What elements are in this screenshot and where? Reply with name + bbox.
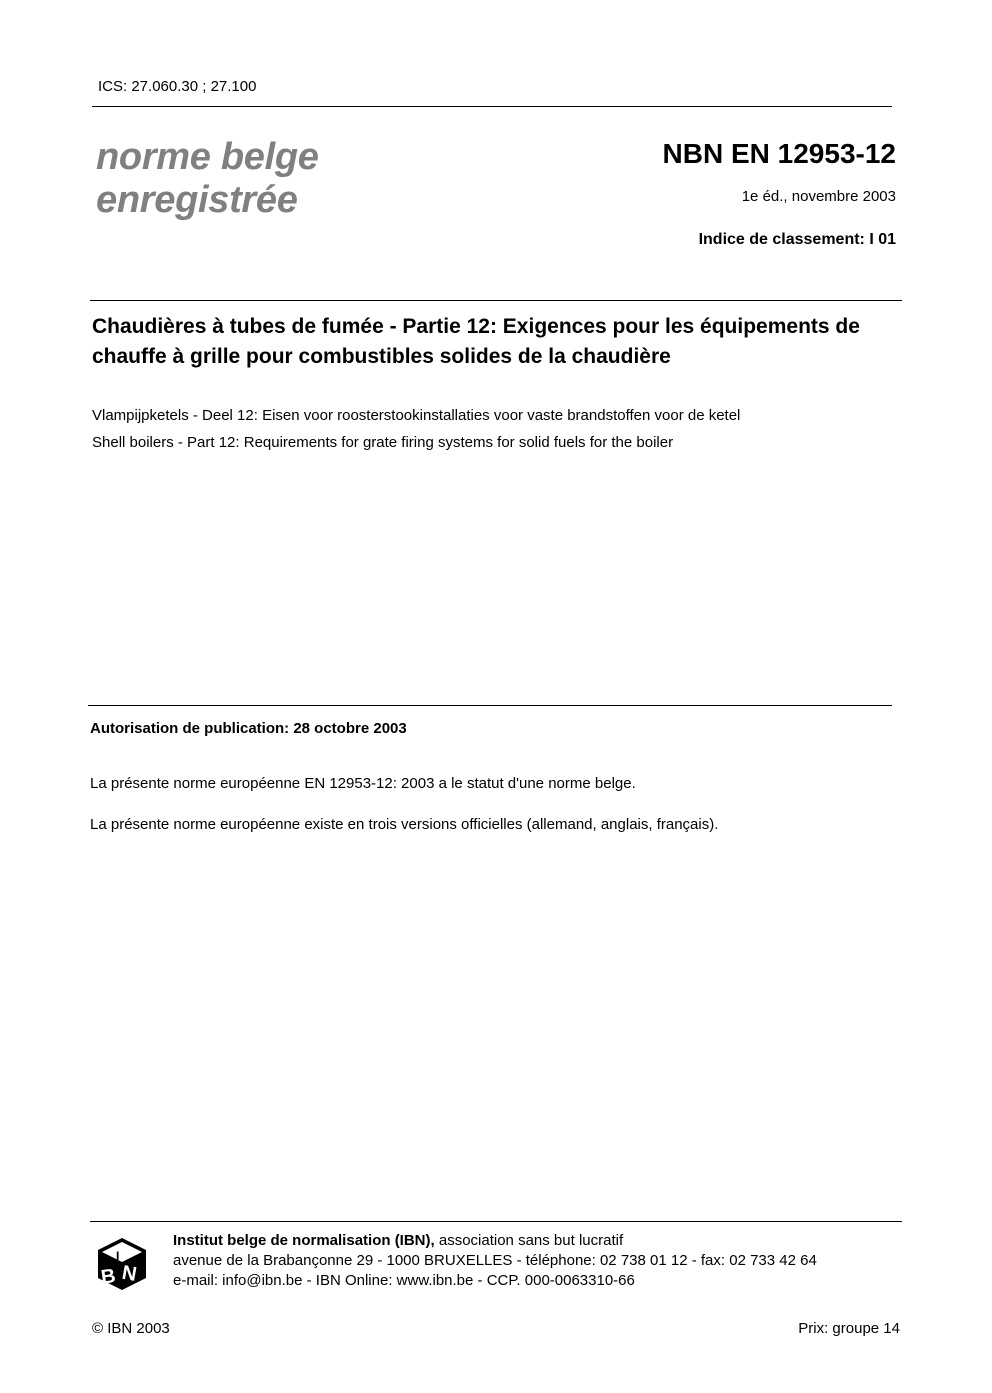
institute-address: avenue de la Brabançonne 29 - 1000 BRUXELLES - téléphone: 02 738 01 12 - fax: 02 733 42 64 xyxy=(173,1252,817,1269)
institute-contact: e-mail: info@ibn.be - IBN Online: www.ibn.be - CCP. 000-0063310-66 xyxy=(173,1272,635,1289)
title-dutch: Vlampijpketels - Deel 12: Eisen voor roosterstookinstallaties voor vaste brandstoffen voor de ketel xyxy=(92,407,741,424)
price-group: Prix: groupe 14 xyxy=(798,1320,900,1337)
title-divider xyxy=(90,300,902,301)
norme-belge-enregistree xyxy=(96,136,319,222)
versions-paragraph: La présente norme européenne existe en trois versions officielles (allemand, anglais, français). xyxy=(90,816,719,833)
body-divider xyxy=(88,705,892,706)
edition: 1e éd., novembre 2003 xyxy=(741,188,896,205)
copyright: © IBN 2003 xyxy=(92,1320,170,1337)
svg-text:I: I xyxy=(116,1249,120,1263)
status-paragraph: La présente norme européenne EN 12953-12: 2003 a le statut d'une norme belge. xyxy=(90,775,636,792)
institute-type: association sans but lucratif xyxy=(434,1232,624,1249)
svg-text:B: B xyxy=(99,1265,118,1289)
institute-line xyxy=(173,1231,817,1251)
ibn-logo-icon xyxy=(96,1236,148,1292)
norme-line-1: norme belge xyxy=(96,136,319,178)
institute-info xyxy=(173,1231,817,1291)
standard-number: NBN EN 12953-12 xyxy=(662,138,896,169)
classification-index: Indice de classement: I 01 xyxy=(698,231,896,248)
header-divider xyxy=(92,106,892,107)
title-french: Chaudières à tubes de fumée - Partie 12: Exigences pour les équipements de chauffe à grille pour combustibles solides de la chaudière xyxy=(92,315,860,368)
institute-name: Institut belge de normalisation (IBN), xyxy=(173,1232,435,1249)
title-english: Shell boilers - Part 12: Requirements for grate firing systems for solid fuels for the boiler xyxy=(92,434,674,451)
norme-line-2: enregistrée xyxy=(96,179,298,221)
footer-divider xyxy=(90,1221,902,1222)
ics-code: ICS: 27.060.30 ; 27.100 xyxy=(98,78,257,95)
publication-authorisation: Autorisation de publication: 28 octobre 2003 xyxy=(90,720,407,737)
svg-text:N: N xyxy=(120,1261,139,1286)
